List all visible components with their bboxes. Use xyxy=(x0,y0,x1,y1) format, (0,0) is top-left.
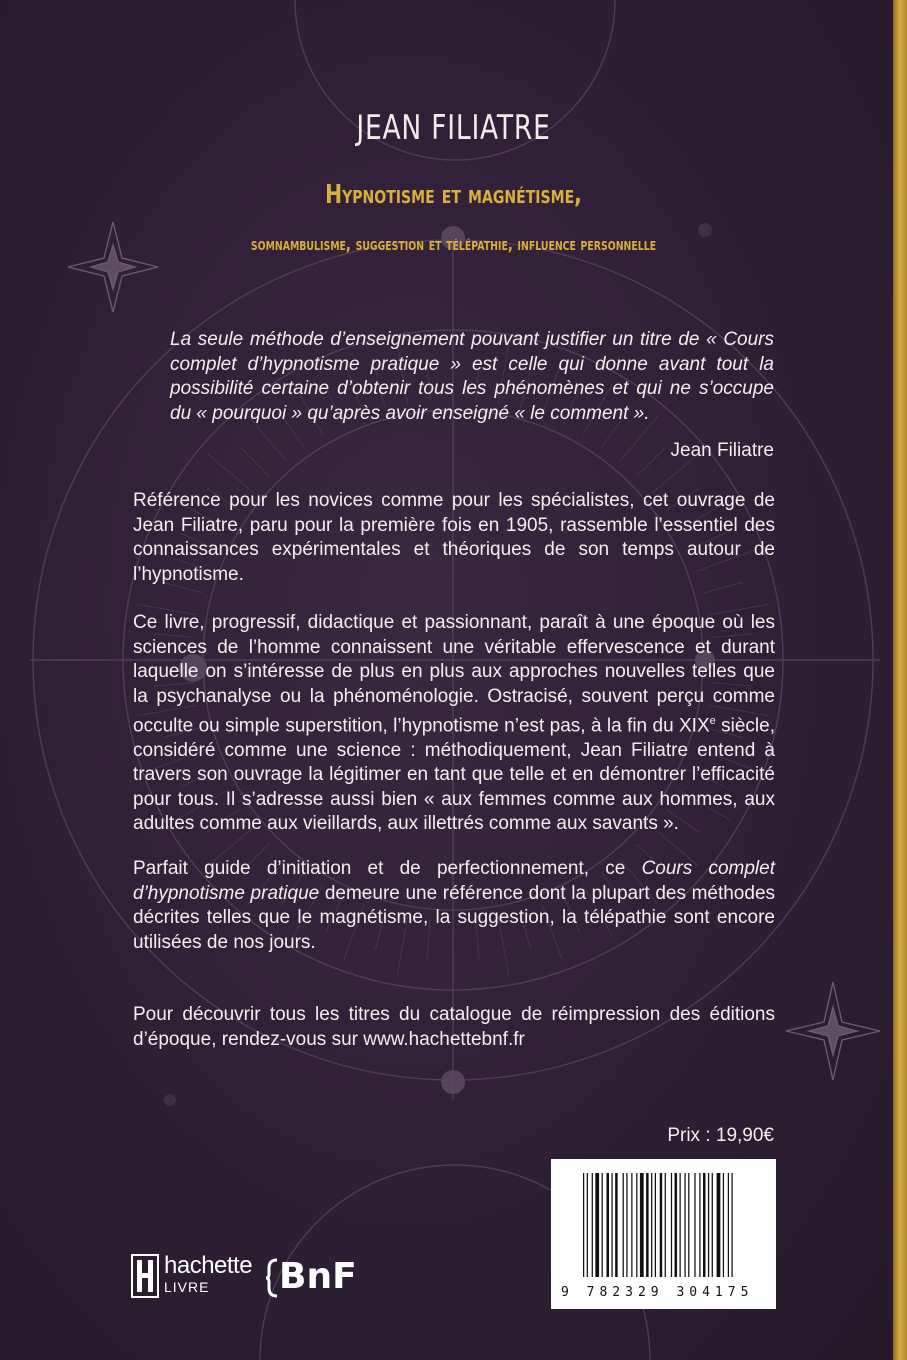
barcode-bars xyxy=(581,1173,749,1281)
book-title: Hypnotisme et magnétisme, xyxy=(325,180,582,210)
author-name: JEAN FILIATRE xyxy=(356,108,551,148)
paragraph-3-book-title: Cours complet d’hypnotisme pratique xyxy=(133,858,775,904)
bnf-logo-text: BnF xyxy=(279,1256,357,1297)
paragraph-2-text-b: siècle, considéré comme une science : méthodiquement, Jean Filiatre entend à travers son ouvrage la légitimer en tant que telle et en démontrer l’efficacité pour tous. Il s’adresse aussi bien « aux femmes comme aux hommes, aux adultes comme aux vieillards, aux illettrés comme aux savants ». xyxy=(133,715,775,835)
hachette-livre-logo-icon xyxy=(131,1254,159,1298)
book-subtitle: somnambulisme, suggestion et télépathie, influence personnelle xyxy=(250,235,657,255)
description-paragraph-1: Référence pour les novices comme pour les spécialistes, cet ouvrage de Jean Filiatre, paru pour la première fois en 1905, rassemble l’essentiel des connaissances expérimentales et théoriques de son temps autour de l’hypnotisme. xyxy=(133,490,775,585)
paragraph-3-text-b: demeure une référence dont la plupart des méthodes décrites telles que le magnétisme, la suggestion, la télépathie sont encore utilisées de nos jours. xyxy=(133,882,776,953)
livre-logo-text: LIVRE xyxy=(164,1279,210,1295)
description-paragraph-3 xyxy=(133,857,775,955)
bnf-bracket-icon xyxy=(265,1258,279,1298)
epigraph-quote: La seule méthode d’enseignement pouvant justifier un titre de « Cours complet d’hypnotisme pratique » est celle qui donne avant tout la possibilité certaine d’obtenir tous les phénomènes et qui ne s’occupe du « pourquoi » qu’après avoir enseigné « le comment ». xyxy=(170,329,774,424)
price-label: Prix : 19,90€ xyxy=(667,1125,774,1146)
catalogue-note: Pour découvrir tous les titres du catalogue de réimpression des éditions d’époque, rendez-vous sur www.hachettebnf.fr xyxy=(133,1004,775,1050)
hachette-logo-text: hachette xyxy=(164,1252,253,1279)
paragraph-2-text-a: Ce livre, progressif, didactique et passionnant, paraît à une époque où les sciences de l’homme connaissent une véritable effervescence et durant laquelle on s’intéresse de plus en plus aux approches nouvelles telles que la psychanalyse ou la phénoménologie. Ostracisé, souvent perçu comme occulte ou simple superstition, l’hypnotisme n’est pas, à la fin du XIX xyxy=(133,612,775,737)
epigraph-author: Jean Filiatre xyxy=(670,440,774,461)
barcode xyxy=(551,1159,776,1309)
superscript-e: e xyxy=(709,715,716,727)
barcode-number: 9 782329 304175 xyxy=(561,1285,754,1300)
description-paragraph-2 xyxy=(133,611,775,837)
star-ornament-right xyxy=(786,982,880,1080)
gold-spine-strip xyxy=(893,0,907,1360)
paragraph-3-text-a: Parfait guide d’initiation et de perfectionnement, ce xyxy=(133,858,642,879)
